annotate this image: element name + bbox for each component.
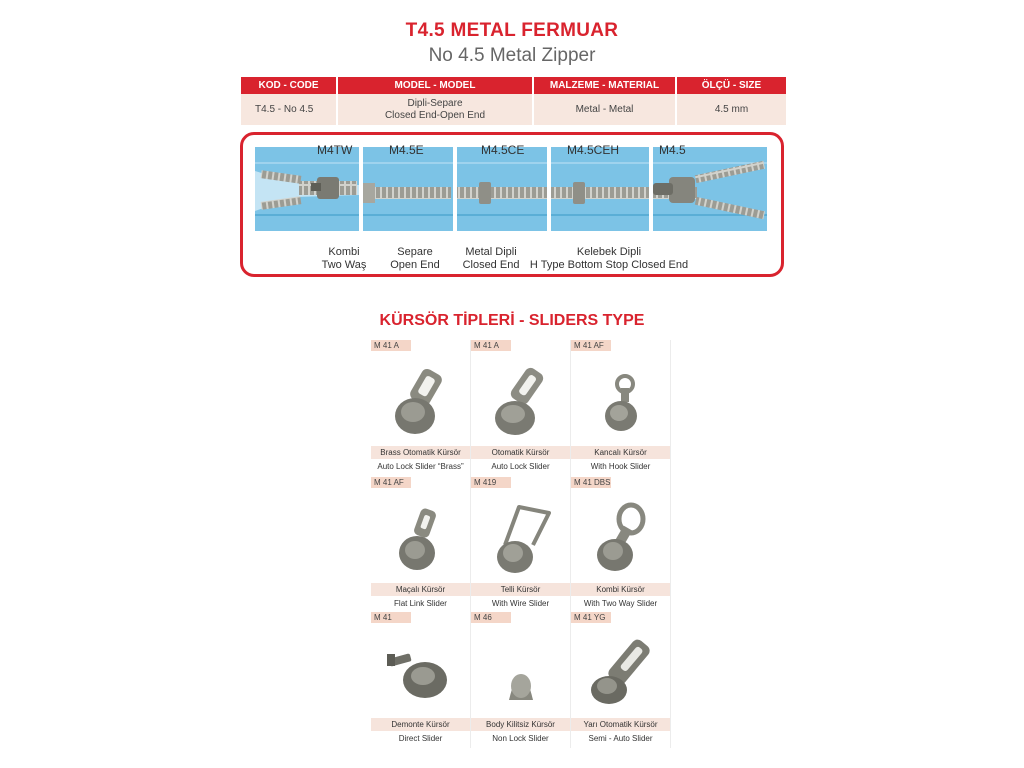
slider-name-tr: Maçalı Kürsör [371, 583, 470, 596]
cell-code [241, 94, 338, 125]
slider-code: M 41 AF [371, 477, 411, 488]
page-title: T4.5 METAL FERMUAR [405, 20, 619, 41]
model-line-1: Dipli-Separe [407, 97, 463, 109]
non-lock-slider-icon [485, 630, 557, 718]
spec-table-header [241, 77, 786, 94]
caption-en: Two Waş [321, 259, 367, 271]
zipper-code-m45ce: M4.5CE [481, 143, 525, 157]
header-material: MALZEME - MATERIAL [534, 77, 677, 94]
cell-model [338, 94, 534, 125]
sliders-title: KÜRSÖR TİPLERİ - SLIDERS TYPE [379, 312, 645, 329]
header-code: KOD - CODE [241, 77, 338, 94]
hook-slider-icon [585, 358, 657, 446]
slider-code: M 419 [471, 477, 511, 488]
caption-tr: Kombi [328, 246, 360, 258]
spec-table-row [241, 94, 786, 125]
slider-name-tr: Telli Kürsör [471, 583, 570, 596]
slider-name-en: With Two Way Slider [583, 599, 658, 608]
slider-code: M 41 YG [571, 612, 611, 623]
slider-card [371, 612, 470, 745]
slider-card [371, 477, 470, 610]
spec-table [241, 77, 786, 125]
slider-name-tr: Kombi Kürsör [571, 583, 670, 596]
cell-size [677, 94, 786, 125]
slider-card [571, 612, 670, 745]
slider-name-tr: Otomatik Kürsör [471, 446, 570, 459]
page-subtitle: No 4.5 Metal Zipper [428, 45, 596, 66]
zipper-caption-metal-dipli [457, 246, 525, 272]
slider-card [471, 612, 570, 745]
caption-en: Closed End [462, 259, 520, 271]
zipper-code-m45ceh: M4.5CEH [567, 143, 620, 157]
auto-lock-slider-icon [385, 358, 457, 446]
slider-code: M 41 A [371, 340, 411, 351]
zipper-panel [240, 132, 784, 277]
caption-tr: Metal Dipli [465, 246, 517, 258]
slider-name-en: Auto Lock Slider “Brass” [377, 462, 464, 471]
header-model: MODEL - MODEL [338, 77, 534, 94]
slider-code: M 41 AF [571, 340, 611, 351]
header-size: ÖLÇÜ - SIZE [701, 80, 762, 91]
slider-name-en: Direct Slider [398, 734, 443, 743]
two-way-slider-icon [585, 495, 657, 583]
model-line-2: Closed End-Open End [384, 109, 486, 121]
slider-card [571, 340, 670, 473]
zipper-caption-separe [385, 246, 445, 272]
slider-name-tr: Body Kilitsiz Kürsör [471, 718, 570, 731]
zipper-code-m45: M4.5 [659, 143, 686, 157]
slider-card [471, 477, 570, 610]
slider-card [571, 477, 670, 610]
slider-code: M 41 [371, 612, 411, 623]
semi-auto-slider-icon [585, 630, 657, 718]
slider-code: M 41 A [471, 340, 511, 351]
wire-slider-icon [485, 495, 557, 583]
slider-name-tr: Demonte Kürsör [371, 718, 470, 731]
slider-code: M 41 DBS [571, 477, 611, 488]
slider-name-en: Non Lock Slider [492, 734, 549, 743]
slider-name-en: With Hook Slider [590, 462, 651, 471]
caption-tr: Separe [397, 246, 433, 258]
zipper-code-m4tw: M4TW [317, 143, 353, 157]
size-value: 4.5 mm [714, 103, 749, 115]
direct-slider-icon [385, 630, 457, 718]
slider-name-en: With Wire Slider [491, 599, 550, 608]
caption-en: H Type Bottom Stop Closed End [529, 259, 689, 271]
zipper-caption-kelebek-dipli [529, 246, 689, 272]
slider-name-tr: Yarı Otomatik Kürsör [571, 718, 670, 731]
caption-tr: Kelebek Dipli [576, 246, 642, 258]
auto-lock-slider-icon [485, 358, 557, 446]
cell-material [534, 94, 677, 125]
slider-name-tr: Brass Otomatik Kürsör [371, 446, 470, 459]
slider-name-en: Semi - Auto Slider [588, 734, 653, 743]
slider-code: M 46 [471, 612, 511, 623]
slider-name-en: Flat Link Slider [394, 599, 447, 608]
caption-en: Open End [390, 259, 440, 271]
flat-link-slider-icon [385, 495, 457, 583]
code-value: T4.5 - No 4.5 [255, 103, 314, 115]
slider-card [471, 340, 570, 473]
zipper-caption-kombi [317, 246, 371, 272]
slider-name-tr: Kancalı Kürsör [571, 446, 670, 459]
zipper-code-m45e: M4.5E [389, 143, 424, 157]
slider-card [371, 340, 470, 473]
material-value: Metal - Metal [575, 103, 634, 115]
slider-name-en: Auto Lock Slider [491, 462, 550, 471]
